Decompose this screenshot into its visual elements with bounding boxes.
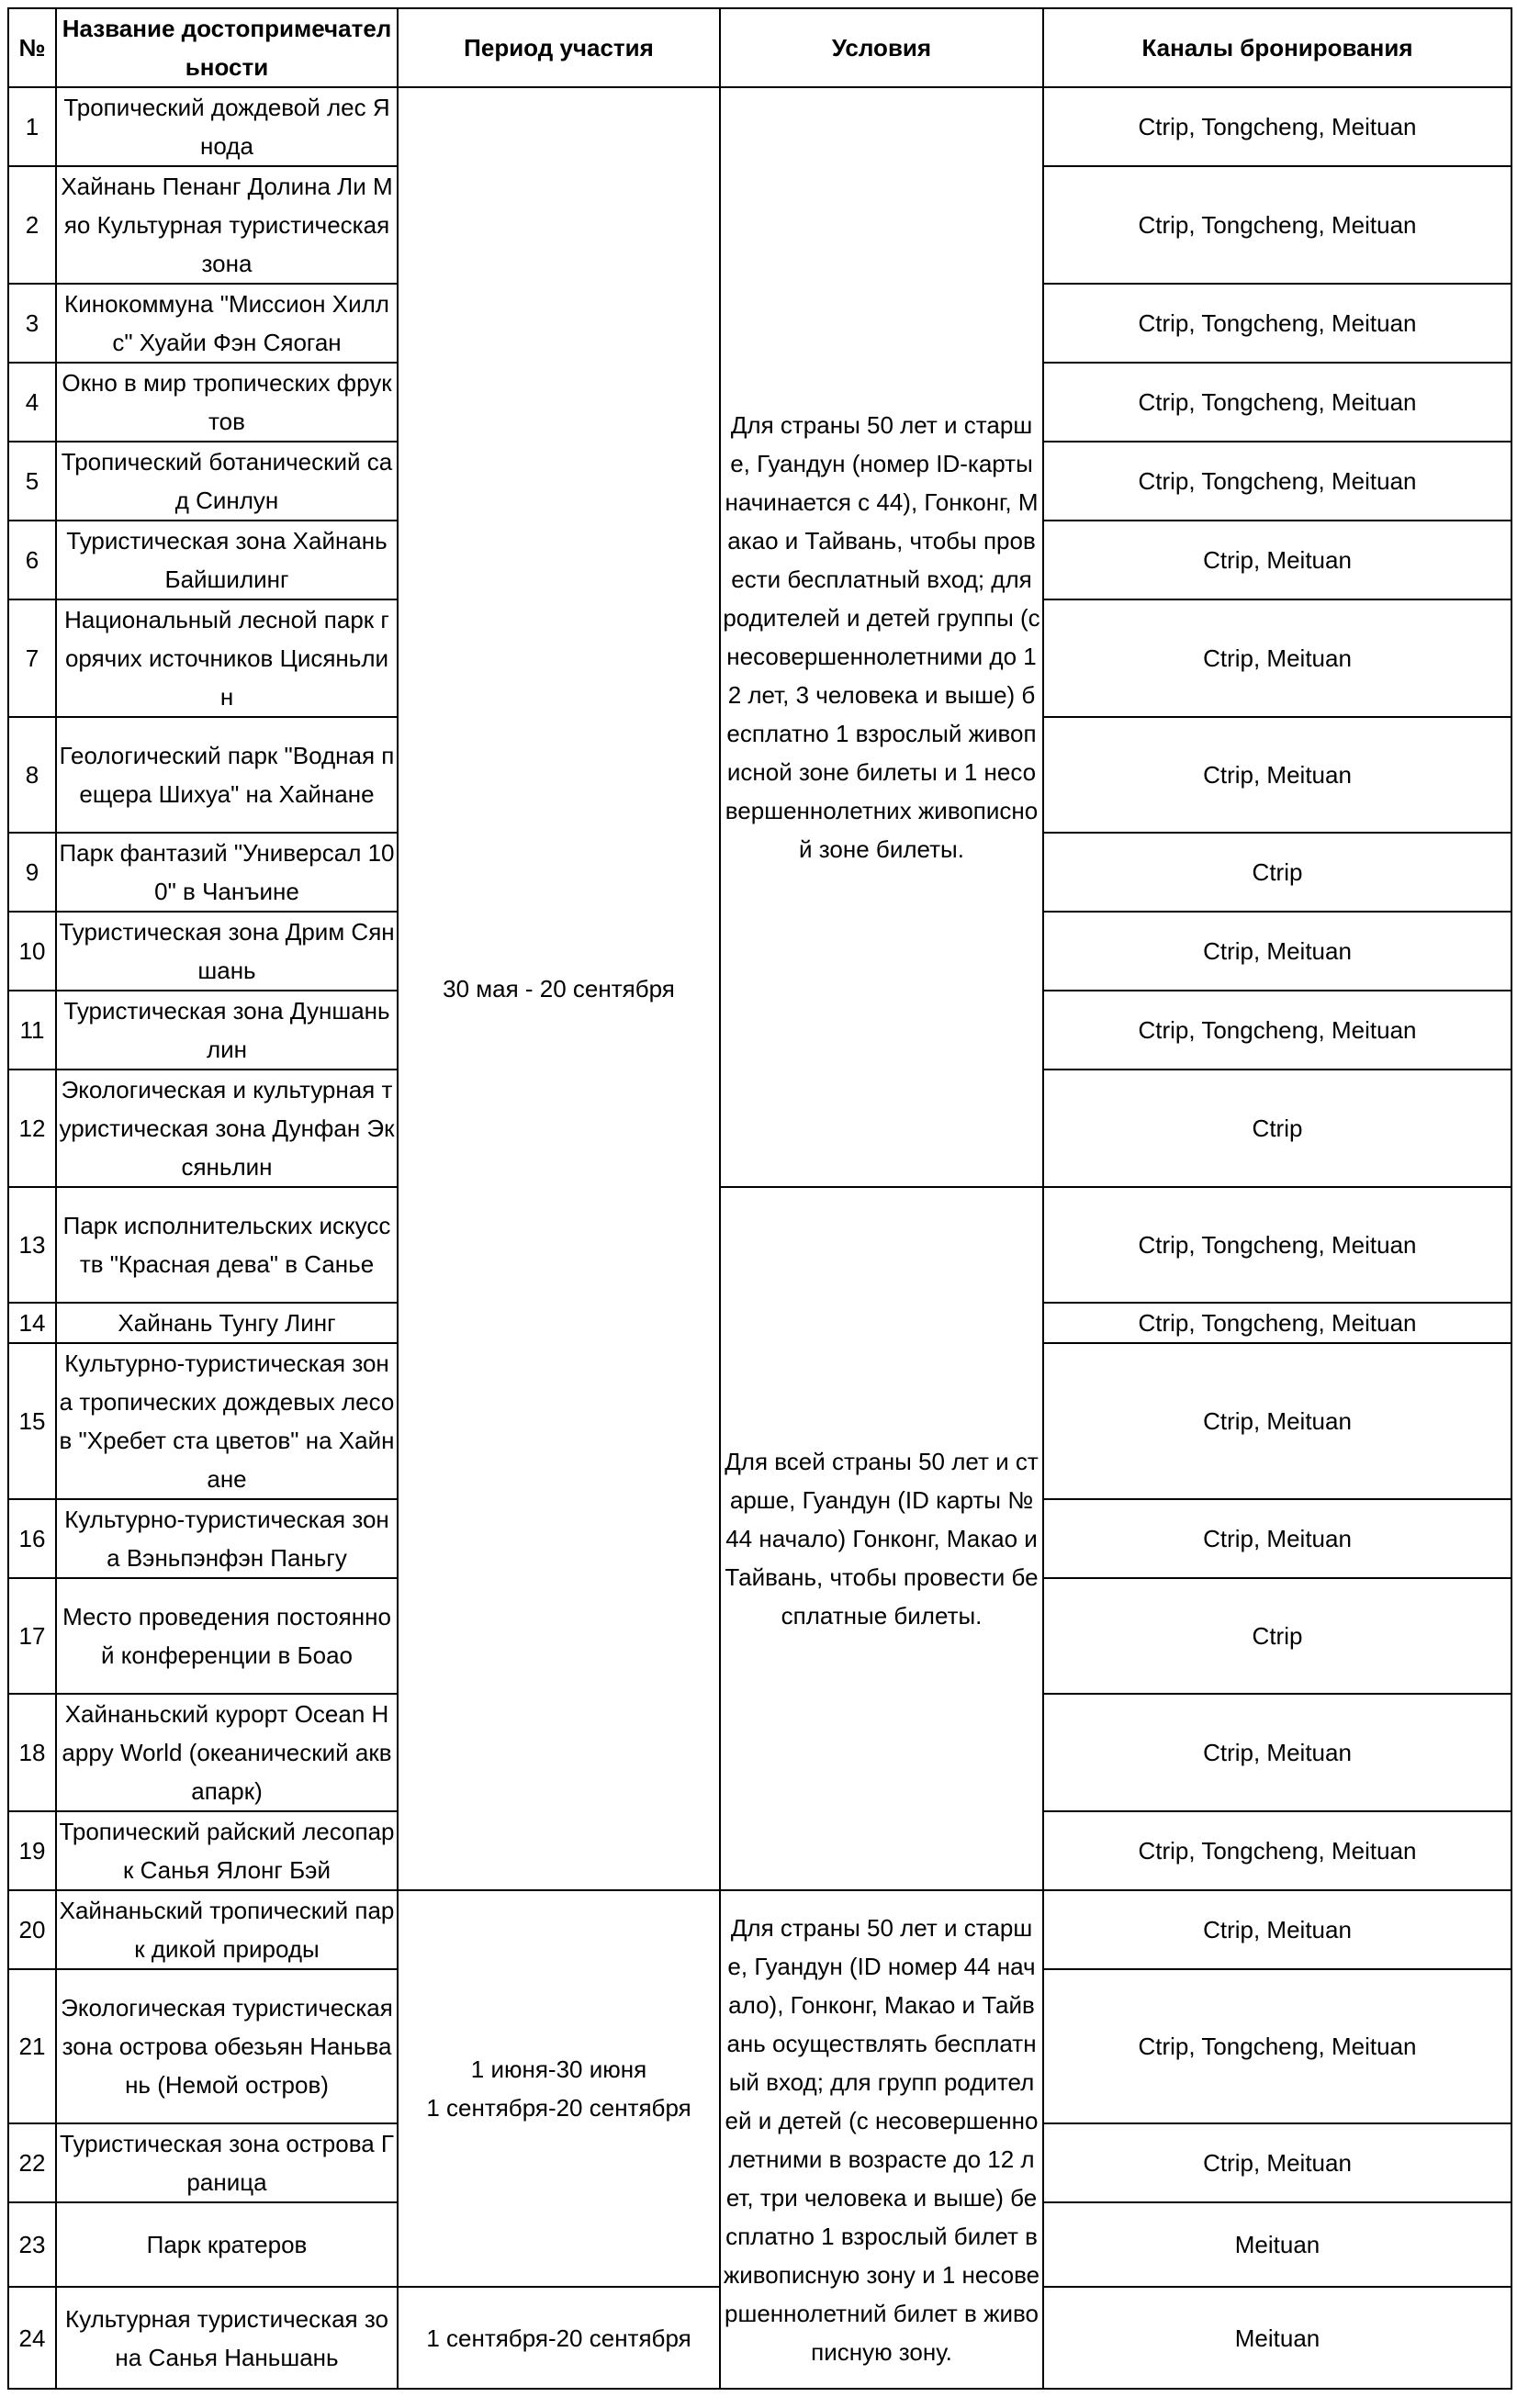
- row-number-cell: 13: [8, 1187, 56, 1303]
- attraction-name-cell: Геологический парк "Водная пещера Шихуа" на Хайнане: [56, 717, 398, 833]
- channels-cell: Ctrip, Meituan: [1043, 521, 1511, 599]
- period-cell-group-2: [398, 1890, 720, 2287]
- attraction-name-cell: Хайнань Тунгу Линг: [56, 1303, 398, 1343]
- row-number-cell: 9: [8, 833, 56, 912]
- header-attraction-name: Название достопримечательности: [56, 8, 398, 87]
- row-number-cell: 17: [8, 1578, 56, 1694]
- table-header-row: [8, 8, 1511, 87]
- attraction-name-cell: Тропический ботанический сад Синлун: [56, 442, 398, 521]
- row-number-cell: 8: [8, 717, 56, 833]
- row-number-cell: 11: [8, 991, 56, 1070]
- attraction-name-cell: Окно в мир тропических фруктов: [56, 363, 398, 442]
- attraction-name-cell: Парк исполнительских искусств "Красная дева" в Санье: [56, 1187, 398, 1303]
- channels-cell: Ctrip, Meituan: [1043, 717, 1511, 833]
- channels-cell: Ctrip, Tongcheng, Meituan: [1043, 442, 1511, 521]
- channels-cell: Ctrip, Tongcheng, Meituan: [1043, 1303, 1511, 1343]
- row-number-cell: 5: [8, 442, 56, 521]
- row-number-cell: 1: [8, 87, 56, 166]
- row-number-cell: 2: [8, 166, 56, 284]
- channels-cell: Ctrip, Tongcheng, Meituan: [1043, 166, 1511, 284]
- channels-cell: Ctrip, Tongcheng, Meituan: [1043, 363, 1511, 442]
- attraction-name-cell: Тропический райский лесопарк Санья Ялонг Бэй: [56, 1811, 398, 1890]
- table-row: [8, 1187, 1511, 1303]
- attraction-name-cell: Хайнаньский тропический парк дикой природы: [56, 1890, 398, 1969]
- row-number-cell: 20: [8, 1890, 56, 1969]
- channels-cell: Ctrip, Meituan: [1043, 1343, 1511, 1499]
- row-number-cell: 18: [8, 1694, 56, 1811]
- row-number-cell: 19: [8, 1811, 56, 1890]
- attraction-name-cell: Кинокоммуна "Миссион Хиллс" Хуайи Фэн Сяоган: [56, 284, 398, 363]
- channels-cell: Ctrip, Meituan: [1043, 2123, 1511, 2202]
- attractions-table: [7, 7, 1512, 2390]
- channels-cell: Ctrip: [1043, 833, 1511, 912]
- row-number-cell: 6: [8, 521, 56, 599]
- period-cell-group-1: 30 мая - 20 сентября: [398, 87, 720, 1890]
- channels-cell: Ctrip, Meituan: [1043, 1694, 1511, 1811]
- header-booking-channels: Каналы бронирования: [1043, 8, 1511, 87]
- row-number-cell: 12: [8, 1070, 56, 1187]
- attraction-name-cell: Экологическая туристическая зона острова обезьян Наньвань (Немой остров): [56, 1969, 398, 2123]
- table-row: [8, 87, 1511, 166]
- attraction-name-cell: Парк фантазий "Универсал 100" в Чанъине: [56, 833, 398, 912]
- header-participation-period: Период участия: [398, 8, 720, 87]
- channels-cell: Meituan: [1043, 2202, 1511, 2287]
- attraction-name-cell: Экологическая и культурная туристическая зона Дунфан Эксяньлин: [56, 1070, 398, 1187]
- channels-cell: Ctrip, Tongcheng, Meituan: [1043, 1969, 1511, 2123]
- channels-cell: Ctrip, Meituan: [1043, 1890, 1511, 1969]
- channels-cell: Ctrip, Tongcheng, Meituan: [1043, 1811, 1511, 1890]
- row-number-cell: 21: [8, 1969, 56, 2123]
- conditions-cell-group-3: Для страны 50 лет и старше, Гуандун (ID номер 44 начало), Гонконг, Макао и Тайвань осуществлять бесплатный вход; для групп родителей и детей (с несовершеннолетними в возрасте до 12 лет, три человека и выше) бесплатно 1 взрослый билет в живописную зону и 1 несовершеннолетний билет в живописную зону.: [720, 1890, 1043, 2389]
- attraction-name-cell: Хайнаньский курорт Ocean Happy World (океанический аквапарк): [56, 1694, 398, 1811]
- row-number-cell: 7: [8, 599, 56, 717]
- channels-cell: Ctrip, Meituan: [1043, 1499, 1511, 1578]
- attraction-name-cell: Туристическая зона Дуншаньлин: [56, 991, 398, 1070]
- channels-cell: Ctrip, Tongcheng, Meituan: [1043, 87, 1511, 166]
- row-number-cell: 22: [8, 2123, 56, 2202]
- channels-cell: Ctrip: [1043, 1578, 1511, 1694]
- table-row: [8, 1890, 1511, 1969]
- period-line-2: 1 сентября-20 сентября: [426, 2094, 691, 2122]
- attraction-name-cell: Национальный лесной парк горячих источников Цисяньлин: [56, 599, 398, 717]
- channels-cell: Ctrip, Tongcheng, Meituan: [1043, 1187, 1511, 1303]
- attraction-name-cell: Туристическая зона Дрим Сяншань: [56, 912, 398, 991]
- channels-cell: Ctrip: [1043, 1070, 1511, 1187]
- row-number-cell: 3: [8, 284, 56, 363]
- attraction-name-cell: Парк кратеров: [56, 2202, 398, 2287]
- attraction-name-cell: Культурно-туристическая зона тропических дождевых лесов "Хребет ста цветов" на Хайнане: [56, 1343, 398, 1499]
- row-number-cell: 14: [8, 1303, 56, 1343]
- attraction-name-cell: Культурно-туристическая зона Вэньпэнфэн Паньгу: [56, 1499, 398, 1578]
- attraction-name-cell: Туристическая зона Хайнань Байшилинг: [56, 521, 398, 599]
- attraction-name-cell: Туристическая зона острова Граница: [56, 2123, 398, 2202]
- conditions-cell-group-2: Для всей страны 50 лет и старше, Гуандун (ID карты № 44 начало) Гонконг, Макао и Тайвань, чтобы провести бесплатные билеты.: [720, 1187, 1043, 1890]
- attraction-name-cell: Хайнань Пенанг Долина Ли Мяо Культурная туристическая зона: [56, 166, 398, 284]
- channels-cell: Ctrip, Meituan: [1043, 912, 1511, 991]
- header-conditions: Условия: [720, 8, 1043, 87]
- conditions-cell-group-1: Для страны 50 лет и старше, Гуандун (номер ID-карты начинается с 44), Гонконг, Макао и Тайвань, чтобы провести бесплатный вход; для родителей и детей группы (с несовершеннолетними до 12 лет, 3 человека и выше) бесплатно 1 взрослый живописной зоне билеты и 1 несовершеннолетних живописной зоне билеты.: [720, 87, 1043, 1187]
- channels-cell: Ctrip, Meituan: [1043, 599, 1511, 717]
- row-number-cell: 10: [8, 912, 56, 991]
- attraction-name-cell: Место проведения постоянной конференции в Боао: [56, 1578, 398, 1694]
- attraction-name-cell: Культурная туристическая зона Санья Наньшань: [56, 2287, 398, 2389]
- attraction-name-cell: Тропический дождевой лес Янода: [56, 87, 398, 166]
- row-number-cell: 4: [8, 363, 56, 442]
- header-number: №: [8, 8, 56, 87]
- period-cell-group-3: 1 сентября-20 сентября: [398, 2287, 720, 2389]
- channels-cell: Meituan: [1043, 2287, 1511, 2389]
- channels-cell: Ctrip, Tongcheng, Meituan: [1043, 284, 1511, 363]
- channels-cell: Ctrip, Tongcheng, Meituan: [1043, 991, 1511, 1070]
- period-line-1: 1 июня-30 июня: [470, 2055, 647, 2083]
- row-number-cell: 16: [8, 1499, 56, 1578]
- row-number-cell: 24: [8, 2287, 56, 2389]
- row-number-cell: 23: [8, 2202, 56, 2287]
- row-number-cell: 15: [8, 1343, 56, 1499]
